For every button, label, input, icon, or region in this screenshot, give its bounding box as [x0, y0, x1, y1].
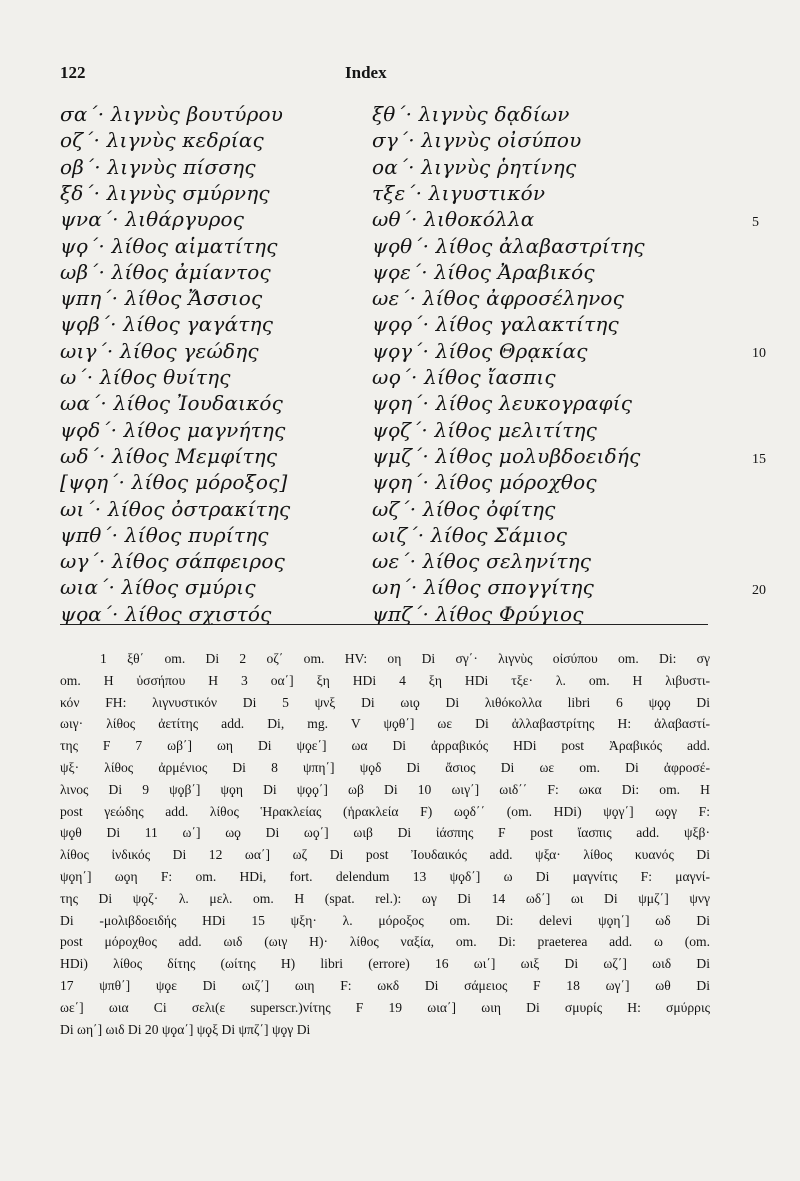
apparatus-line: om. H ὑσσήπου H 3 οα΄] ξη HDi 4 ξη HDi τξε· λ. om. H λιβυστι- — [60, 672, 710, 688]
index-entry-right: τξε΄· λιγυστικόν — [372, 180, 546, 205]
index-entry-right: ξθ΄· λιγνὺς δᾳδίων — [372, 102, 570, 126]
index-entry-left: ωι΄· λίθος ὀστρακίτης — [60, 496, 291, 521]
index-entry-right: ψϙϙ΄· λίθος γαλακτίτης — [372, 312, 619, 337]
apparatus-line: 1 ξθ΄ om. Di 2 οζ΄ om. HV: οη Di σγ΄· λιγνὺς οἰσύπου om. Di: σγ — [100, 651, 710, 666]
index-entry-right: ωθ΄· λιθοκόλλα — [372, 207, 535, 232]
index-entry-left: ψπη΄· λίθος Ἄσσιος — [60, 286, 263, 311]
index-entry-right: ψϙζ΄· λίθος μελιτίτης — [372, 417, 598, 442]
index-entry-left: σα΄· λιγνὺς βουτύρου — [60, 102, 284, 126]
index-entry-right: ψπζ΄· λίθος Φρύγιος — [372, 601, 584, 626]
apparatus-line: ψϙη΄] ωϙη F: om. HDi, fort. delendum 13 ψϙδ΄] ω Di μαγνίτις F: μαγνί- — [60, 868, 710, 884]
apparatus-line: ωε΄] ωια Ci σελι(ε superscr.)νίτης F 19 ωια΄] ωιη Di σμυρίς Η: σμύρρις — [60, 999, 710, 1015]
index-entry-right: ωε΄· λίθος σεληνίτης — [372, 549, 592, 574]
index-entry-left: ψϙα΄· λίθος σχιστός — [60, 601, 272, 626]
apparatus-line: post μόροχθος add. ωιδ (ωιγ H)· λίθος ναξία, om. Di: praeterea add. ω (om. — [60, 934, 710, 950]
page-number: 122 — [60, 63, 86, 82]
index-entry-right: οα΄· λιγνὺς ῥητίνης — [372, 154, 577, 179]
apparatus-line: HDi) λίθος δίτης (ωίτης H) libri (errore) 16 ωι΄] ωιξ Di ωζ΄] ωιδ Di — [60, 956, 710, 972]
apparatus-line: ωιγ· λίθος ἀετίτης add. Di, mg. V ψϙθ΄] ωε Di ἀλλαβαστρίτης H: ἀλαβαστί- — [60, 716, 710, 732]
critical-apparatus — [60, 648, 710, 1040]
index-entry-right: ωιζ΄· λίθος Σάμιος — [372, 522, 568, 547]
apparatus-line: 17 ψπθ΄] ψϙε Di ωιζ΄] ωιη F: ωκδ Di σάμειος F 18 ωγ΄] ωθ Di — [60, 977, 710, 993]
apparatus-line: ψξ· λίθος ἀρμένιος Di 8 ψπη΄] ψϙδ Di ἄσιος Di ωε om. Di ἀφροσέ- — [60, 759, 710, 775]
apparatus-line: κόν FH: λιγνυστικόν Di 5 ψνξ Di ωιϙ Di λιθόκολλα libri 6 ψϙϙ Di — [60, 694, 710, 710]
index-entry-left: ψϙ΄· λίθος αἱματίτης — [60, 233, 278, 258]
index-entry-right: ωη΄· λίθος σπογγίτης — [372, 575, 594, 600]
apparatus-divider — [60, 624, 708, 625]
index-entry-left: ψϙδ΄· λίθος μαγνήτης — [60, 417, 286, 442]
line-number: 10 — [752, 346, 766, 361]
index-entry-left: ωγ΄· λίθος σάπφειρος — [60, 549, 286, 574]
apparatus-line: ψϙθ Di 11 ω΄] ωϙ Di ωϙ΄] ωιβ Di ἰάσπης F post ἴασπις add. ψξβ· — [60, 825, 710, 841]
index-entry-left: ψϙβ΄· λίθος γαγάτης — [60, 312, 274, 337]
apparatus-line: της Di ψϙζ· λ. μελ. om. H (spat. rel.): ωγ Di 14 ωδ΄] ωι Di ψμζ΄] ψνγ — [60, 890, 710, 906]
apparatus-line: λινος Di 9 ψϙβ΄] ψϙη Di ψϙϙ΄] ωβ Di 10 ωιγ΄] ωιδ΄΄ F: ωκα Di: om. H — [60, 781, 710, 797]
index-entry-right: σγ΄· λιγνὺς οἰσύπου — [372, 128, 582, 153]
index-entry-left: [ψϙη΄· λίθος μόροξος] — [60, 470, 288, 495]
index-entry-left: ωβ΄· λίθος ἀμίαντος — [60, 259, 271, 284]
index-entry-left: οβ΄· λιγνὺς πίσσης — [60, 154, 256, 179]
apparatus-line: Di ωη΄] ωιδ Di 20 ψϙα΄] ψϙξ Di ψπζ΄] ψϙγ Di — [60, 1021, 311, 1037]
index-entry-right: ωζ΄· λίθος ὀφίτης — [372, 496, 556, 521]
index-entry-left: ω΄· λίθος θυίτης — [60, 365, 231, 389]
index-entry-left: ψνα΄· λιθάργυρος — [60, 207, 245, 232]
index-entry-left: ψπθ΄· λίθος πυρίτης — [60, 522, 269, 547]
index-entry-right: ψϙε΄· λίθος Ἀραβικός — [372, 259, 595, 284]
index-entry-right: ψϙη΄· λίθος μόροχθος — [372, 470, 597, 495]
line-number: 20 — [752, 583, 766, 598]
apparatus-line: της F 7 ωβ΄] ωη Di ψϙε΄] ωα Di ἀρραβικός HDi post Ἀραβικός add. — [60, 738, 710, 754]
running-head: Index — [345, 63, 387, 82]
apparatus-line: λίθος ἰνδικός Di 12 ωα΄] ωζ Di post Ἰουδαικός add. ψξα· λίθος κυανός Di — [60, 847, 710, 863]
line-number: 5 — [752, 215, 759, 230]
apparatus-line: post γεώδης add. λίθος Ἡρακλείας (ἡρακλεία F) ωϙδ΄΄ (om. HDi) ψϙγ΄] ωϙγ F: — [60, 803, 710, 819]
index-entry-left: ξδ΄· λιγνὺς σμύρνης — [60, 180, 270, 205]
index-entry-left: ωια΄· λίθος σμύρις — [60, 575, 256, 600]
index-entry-right: ψϙη΄· λίθος λευκογραφίς — [372, 391, 633, 416]
index-entry-right: ωϙ΄· λίθος ἴασπις — [372, 365, 556, 389]
index-entry-right: ωε΄· λίθος ἀφροσέληνος — [372, 286, 625, 311]
line-number: 15 — [752, 452, 766, 467]
index-entry-left: ωιγ΄· λίθος γεώδης — [60, 338, 259, 363]
index-entry-left: οζ΄· λιγνὺς κεδρίας — [60, 128, 264, 153]
index-entry-right: ψμζ΄· λίθος μολυβδοειδής — [372, 443, 641, 468]
index-entry-right: ψϙθ΄· λίθος ἀλαβαστρίτης — [372, 233, 645, 258]
index-entry-left: ωα΄· λίθος Ἰουδαικός — [60, 391, 284, 416]
index-entry-left: ωδ΄· λίθος Μεμφίτης — [60, 443, 278, 468]
index-entry-right: ψϙγ΄· λίθος Θρᾳκίας — [372, 338, 588, 363]
apparatus-line: Di -μολιβδοειδής HDi 15 ψξη· λ. μόροξος om. Di: delevi ψϙη΄] ωδ Di — [60, 912, 710, 928]
